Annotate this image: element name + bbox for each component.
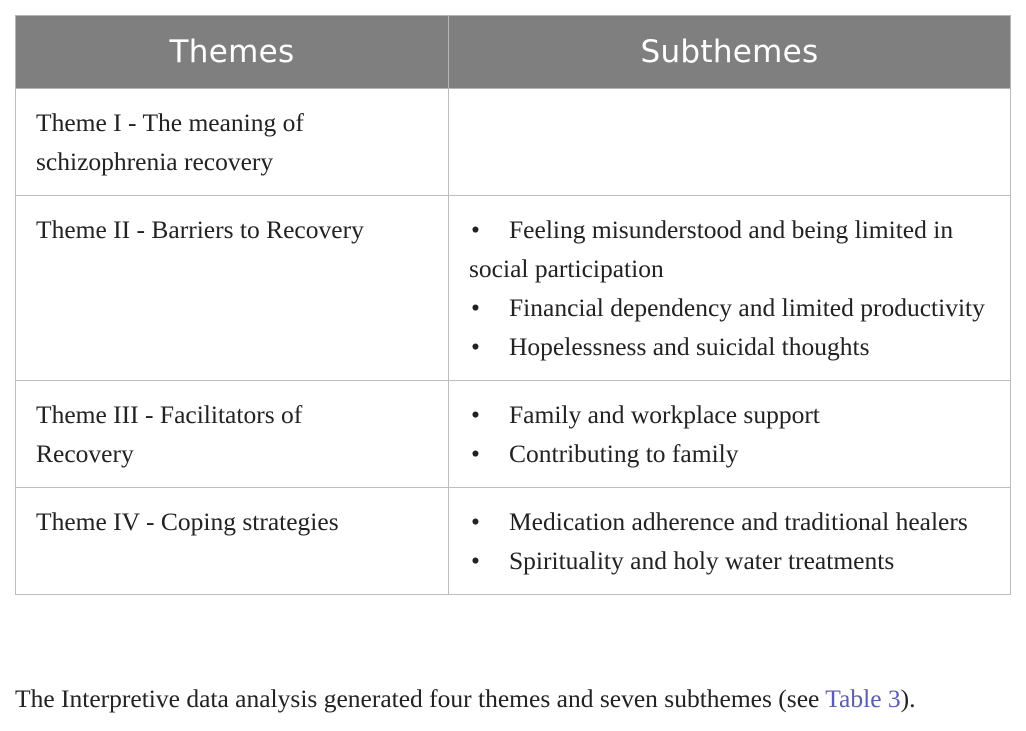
table-row (16, 196, 1011, 381)
header-themes: Themes (16, 16, 449, 89)
bullet-icon: • (471, 215, 480, 244)
table-3-link[interactable]: Table 3 (825, 684, 901, 713)
subtheme-item (469, 395, 992, 434)
subtheme-item (469, 541, 992, 580)
subtheme-text: Hopelessness and suicidal thoughts (509, 332, 870, 361)
subtheme-cell (449, 488, 1011, 595)
bullet-icon: • (471, 293, 480, 322)
caption-text-before: The Interpretive data analysis generated four themes and seven subthemes (see (15, 684, 826, 713)
subtheme-item (469, 502, 992, 541)
themes-table (15, 15, 1011, 595)
subtheme-text: Feeling misunderstood and being limited in social participation (469, 215, 954, 283)
subtheme-cell (449, 196, 1011, 381)
caption-text-after: ). (900, 684, 916, 713)
theme-cell: Theme I - The meaning of schizophrenia recovery (16, 89, 449, 196)
subtheme-cell (449, 89, 1011, 196)
table-caption (15, 680, 1015, 718)
bullet-icon: • (471, 507, 480, 536)
bullet-icon: • (471, 439, 480, 468)
subtheme-item (469, 327, 992, 366)
theme-cell: Theme III - Facilitators of Recovery (16, 381, 449, 488)
theme-cell: Theme IV - Coping strategies (16, 488, 449, 595)
themes-table-container (15, 15, 1010, 595)
subtheme-text: Spirituality and holy water treatments (509, 546, 895, 575)
header-subthemes: Subthemes (449, 16, 1011, 89)
subtheme-text: Medication adherence and traditional healers (509, 507, 968, 536)
subtheme-item (469, 210, 992, 288)
table-row (16, 89, 1011, 196)
bullet-icon: • (471, 332, 480, 361)
theme-cell: Theme II - Barriers to Recovery (16, 196, 449, 381)
subtheme-text: Contributing to family (509, 439, 739, 468)
subtheme-text: Financial dependency and limited productivity (509, 293, 985, 322)
subtheme-cell (449, 381, 1011, 488)
subtheme-item (469, 434, 992, 473)
subtheme-text: Family and workplace support (509, 400, 820, 429)
subtheme-item (469, 288, 992, 327)
table-row (16, 488, 1011, 595)
bullet-icon: • (471, 546, 480, 575)
table-row (16, 381, 1011, 488)
bullet-icon: • (471, 400, 480, 429)
table-header-row (16, 16, 1011, 89)
